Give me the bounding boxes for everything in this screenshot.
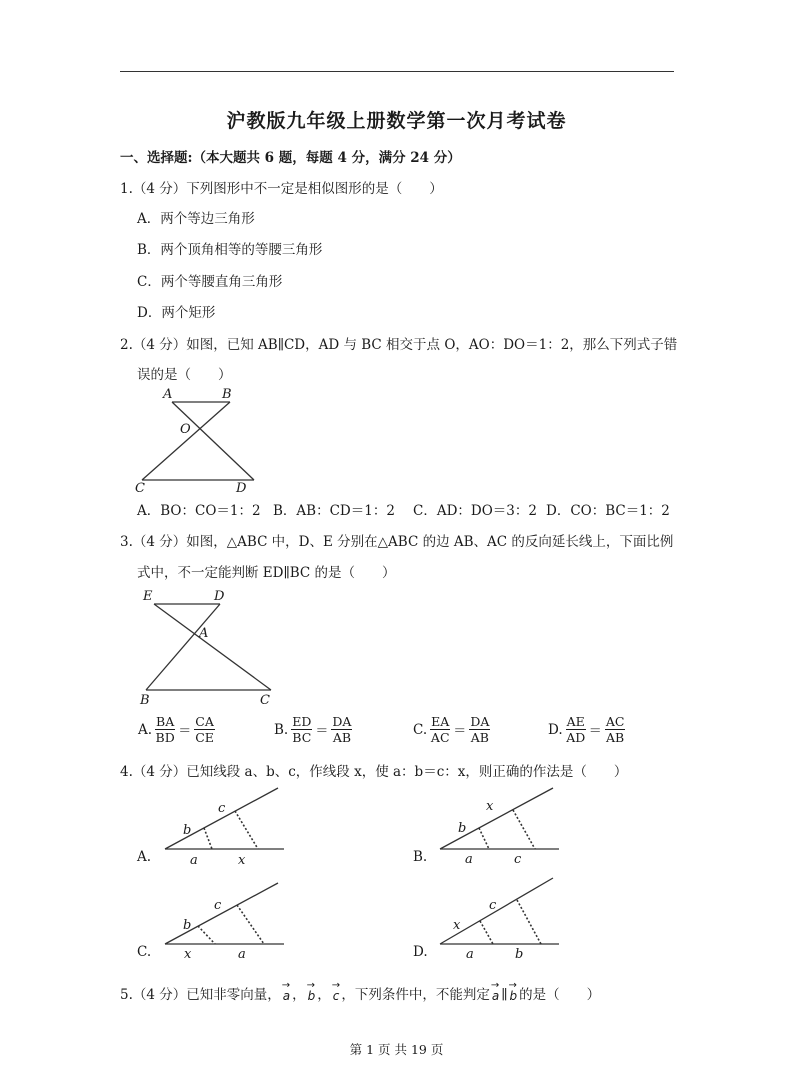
q2-option-a: A．BO：CO＝1：2 <box>137 503 261 519</box>
q2-figure <box>130 384 260 496</box>
equals-sign: ＝ <box>453 724 467 739</box>
fraction: $\frac{CA}{CE}$ <box>195 714 214 745</box>
q4-option-d-letter: D. <box>413 944 428 960</box>
q5-stem: 5.（4 分）已知非零向量， → a ， → b ， → c ，下列条件中，不能判定 → a ∥ → b 的是（ ） <box>120 980 601 1003</box>
label-x: x <box>486 799 494 814</box>
option-letter: C. <box>413 721 428 738</box>
q3-option-b <box>274 714 352 745</box>
label-b: b <box>458 821 467 836</box>
q4-figure-b <box>435 778 565 868</box>
label-x: x <box>238 853 246 868</box>
label-a: a <box>190 853 198 868</box>
q2-option-d: D．CO：BC＝1：2 <box>546 503 670 519</box>
q3-stem-line2: 式中，不一定能判断 ED∥BC 的是（ ） <box>137 565 396 581</box>
arrow-icon: → <box>490 980 500 991</box>
label-x: x <box>184 947 192 962</box>
q4-option-b-letter: B. <box>413 849 428 865</box>
q3-option-a <box>138 714 215 745</box>
label-d: D <box>214 589 225 604</box>
vector-b: → b <box>508 980 518 1003</box>
label-a: a <box>466 947 474 962</box>
arrow-icon: → <box>331 980 341 991</box>
segment-ec <box>154 604 271 690</box>
option-letter: D. <box>548 721 563 738</box>
q4-option-a-letter: A. <box>137 849 152 865</box>
label-c: C <box>260 693 270 708</box>
arrow-icon: → <box>508 980 517 991</box>
label-e: E <box>143 589 153 604</box>
label-d: D <box>236 481 247 496</box>
section-heading: 一、选择题:（本大题共 6 题，每题 4 分，满分 24 分） <box>120 150 461 166</box>
label-a: a <box>465 852 473 867</box>
q1-option-d: D．两个矩形 <box>137 305 216 321</box>
q4-stem: 4.（4 分）已知线段 a、b、c，作线段 x，使 a：b＝c：x，则正确的作法是（ ） <box>120 764 628 780</box>
q4-figure-d <box>435 873 565 963</box>
label-b: B <box>140 693 150 708</box>
equals-sign: ＝ <box>315 724 329 739</box>
q2-option-c: C．AD：DO＝3：2 <box>413 503 537 519</box>
label-b: b <box>183 918 192 933</box>
label-c: C <box>135 481 145 496</box>
vector-b: → b <box>306 980 316 1003</box>
equals-sign: ＝ <box>588 724 602 739</box>
vector-a: → a <box>281 980 291 1003</box>
label-b: b <box>183 823 192 838</box>
q3-stem-line1: 3.（4 分）如图，△ABC 中，D、E 分别在△ABC 的边 AB、AC 的反向延长线上，下面比例 <box>120 534 674 550</box>
q5-stem-part3: 的是（ ） <box>519 987 601 1003</box>
arrow-icon: → <box>306 980 316 991</box>
label-c: c <box>514 852 522 867</box>
page-footer: 第 1 页 共 19 页 <box>349 1042 444 1057</box>
fraction: $\frac{EA}{AC}$ <box>430 714 450 745</box>
q3-option-d <box>548 714 625 745</box>
q2-option-b: B．AB：CD＝1：2 <box>273 503 395 519</box>
fraction: $\frac{DA}{AB}$ <box>332 714 352 745</box>
q2-stem-line2: 误的是（ ） <box>137 367 232 383</box>
page-title: 沪教版九年级上册数学第一次月考试卷 <box>226 110 567 132</box>
q3-option-c <box>413 714 490 745</box>
parallel-symbol: ∥ <box>501 987 508 1003</box>
q4-option-c-letter: C. <box>137 944 152 960</box>
q3-figure <box>136 586 286 710</box>
fraction: $\frac{DA}{AB}$ <box>470 714 490 745</box>
label-b: B <box>222 387 232 402</box>
q1-stem: 1.（4 分）下列图形中不一定是相似图形的是（ ） <box>120 181 443 197</box>
label-o: O <box>180 422 191 437</box>
fraction: $\frac{BA}{BD}$ <box>155 714 175 745</box>
fraction: $\frac{ED}{BC}$ <box>292 714 312 745</box>
option-letter: A. <box>138 721 153 738</box>
q1-option-c: C．两个等腰直角三角形 <box>137 274 283 290</box>
q5-stem-part2: ，下列条件中，不能判定 <box>341 987 490 1003</box>
option-letter: B. <box>274 721 289 738</box>
label-a: A <box>163 387 173 402</box>
label-b: b <box>515 947 524 962</box>
fraction: $\frac{AC}{AB}$ <box>605 714 625 745</box>
q4-figure-c <box>160 878 290 963</box>
fraction: $\frac{AE}{AD}$ <box>566 714 586 745</box>
equals-sign: ＝ <box>178 724 192 739</box>
label-x: x <box>453 918 461 933</box>
header-rule <box>120 71 674 72</box>
segment-bc <box>142 402 230 480</box>
label-c: c <box>489 898 497 913</box>
label-a: a <box>238 947 246 962</box>
label-c: c <box>214 898 222 913</box>
segment-ad <box>172 402 254 480</box>
label-a: A <box>199 626 209 641</box>
segment-db <box>146 604 220 690</box>
q5-stem-part1: 5.（4 分）已知非零向量， <box>120 987 281 1003</box>
q2-stem-line1: 2.（4 分）如图，已知 AB∥CD，AD 与 BC 相交于点 O，AO：DO＝1：2，那么下列式子错 <box>120 337 678 353</box>
q4-figure-a <box>160 783 290 868</box>
arrow-icon: → <box>281 980 291 991</box>
label-c: c <box>218 801 226 816</box>
vector-c: → c <box>331 980 341 1003</box>
q1-option-a: A．两个等边三角形 <box>137 211 255 227</box>
vector-a: → a <box>490 980 500 1003</box>
q1-option-b: B．两个顶角相等的等腰三角形 <box>137 242 323 258</box>
